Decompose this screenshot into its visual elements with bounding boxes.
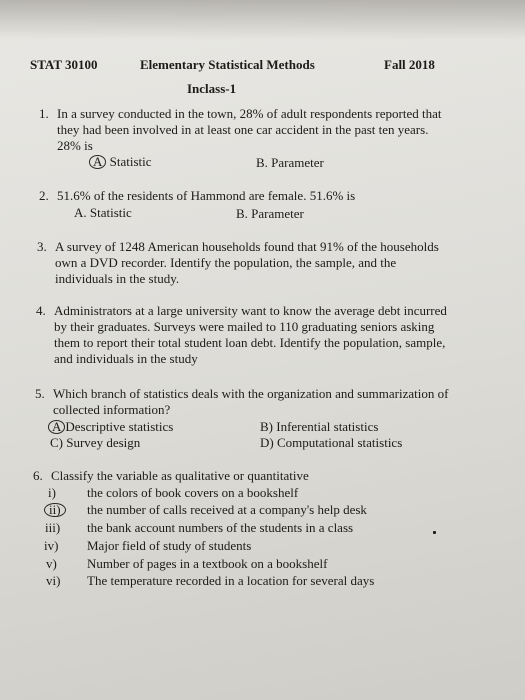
item-numeral: iii) — [45, 520, 61, 535]
option-b — [236, 206, 304, 222]
option-text: Parameter — [251, 206, 304, 221]
option-text: Inferential statistics — [276, 419, 379, 434]
question-text-line: Classify the variable as qualitative or quantitative — [51, 468, 309, 483]
question-5 — [35, 386, 490, 418]
question-number: 6. — [33, 468, 43, 483]
option-b — [260, 419, 378, 435]
option-a — [74, 205, 132, 221]
question-4 — [36, 303, 486, 367]
variable-item — [40, 538, 460, 556]
question-text-line: A survey of 1248 American households found that 91% of the households — [55, 239, 439, 254]
answer-circle: A — [48, 420, 65, 434]
question-1 — [39, 106, 479, 154]
question-number: 3. — [37, 239, 47, 254]
option-text: Parameter — [271, 155, 324, 170]
term-label: Fall 2018 — [384, 57, 435, 72]
question-3 — [37, 239, 482, 287]
item-numeral: iv) — [44, 538, 59, 553]
option-d — [260, 435, 402, 451]
option-text: Statistic — [89, 205, 132, 220]
question-number: 1. — [39, 106, 49, 121]
question-text-line: Administrators at a large university want to know the average debt incurred — [54, 303, 447, 318]
question-text-line: them to report their total student loan debt. Identify the population, sample, — [54, 335, 446, 350]
option-letter: D) — [260, 435, 274, 450]
variable-item — [40, 485, 460, 503]
item-numeral: vi) — [46, 573, 61, 588]
option-letter: B) — [260, 419, 273, 434]
option-text: Survey design — [66, 435, 141, 450]
question-text-line: they had been involved in at least one car accident in the past ten years. — [57, 122, 429, 137]
question-text-line: In a survey conducted in the town, 28% of adult respondents reported that — [57, 106, 442, 121]
question-number: 2. — [39, 188, 49, 203]
option-letter: B. — [256, 155, 268, 170]
question-text-line: Which branch of statistics deals with the organization and summarization of — [53, 386, 449, 401]
answer-circle: ii) — [44, 503, 66, 517]
option-b — [256, 155, 324, 171]
option-a-circled — [89, 154, 152, 170]
course-title: Elementary Statistical Methods — [140, 57, 315, 72]
item-text: Number of pages in a textbook on a bookshelf — [87, 556, 328, 571]
option-text: Computational statistics — [276, 435, 403, 450]
question-text-line: by their graduates. Surveys were mailed to 110 graduating seniors asking — [54, 319, 435, 334]
item-text: the number of calls received at a company's help desk — [87, 502, 367, 517]
item-text: The temperature recorded in a location for several days — [87, 573, 375, 588]
variable-item-circled — [40, 502, 460, 520]
option-text: Statistic — [109, 154, 152, 169]
question-text-line: own a DVD recorder. Identify the population, the sample, and the — [55, 255, 397, 270]
option-letter: A. — [74, 205, 87, 220]
question-text-line: and individuals in the study — [54, 351, 198, 366]
item-numeral: v) — [46, 556, 57, 571]
item-text: the bank account numbers of the students in a class — [87, 520, 354, 535]
item-numeral: i) — [48, 485, 56, 500]
page-shadow — [0, 0, 525, 40]
ink-mark — [433, 531, 436, 534]
question-text-line: individuals in the study. — [55, 271, 180, 286]
question-number: 5. — [35, 386, 45, 401]
variable-item — [40, 556, 460, 574]
option-letter: C) — [50, 435, 63, 450]
course-code: STAT 30100 — [30, 57, 98, 72]
variable-item — [40, 573, 480, 591]
option-letter: B. — [236, 206, 248, 221]
question-text-line: collected information? — [53, 402, 171, 417]
option-text: Descriptive statistics — [65, 419, 174, 434]
item-text: the colors of book covers on a bookshelf — [87, 485, 299, 500]
item-text: Major field of study of students — [87, 538, 252, 553]
question-text-line: 28% is — [57, 138, 93, 153]
question-number: 4. — [36, 303, 46, 318]
option-a-circled — [48, 419, 173, 435]
variable-item — [40, 520, 460, 538]
question-2 — [39, 188, 479, 204]
question-text-line: 51.6% of the residents of Hammond are female. 51.6% is — [57, 188, 356, 203]
answer-circle: A — [89, 155, 106, 169]
option-c — [50, 435, 140, 451]
assignment-title: Inclass-1 — [187, 81, 237, 96]
question-6 — [33, 468, 483, 484]
